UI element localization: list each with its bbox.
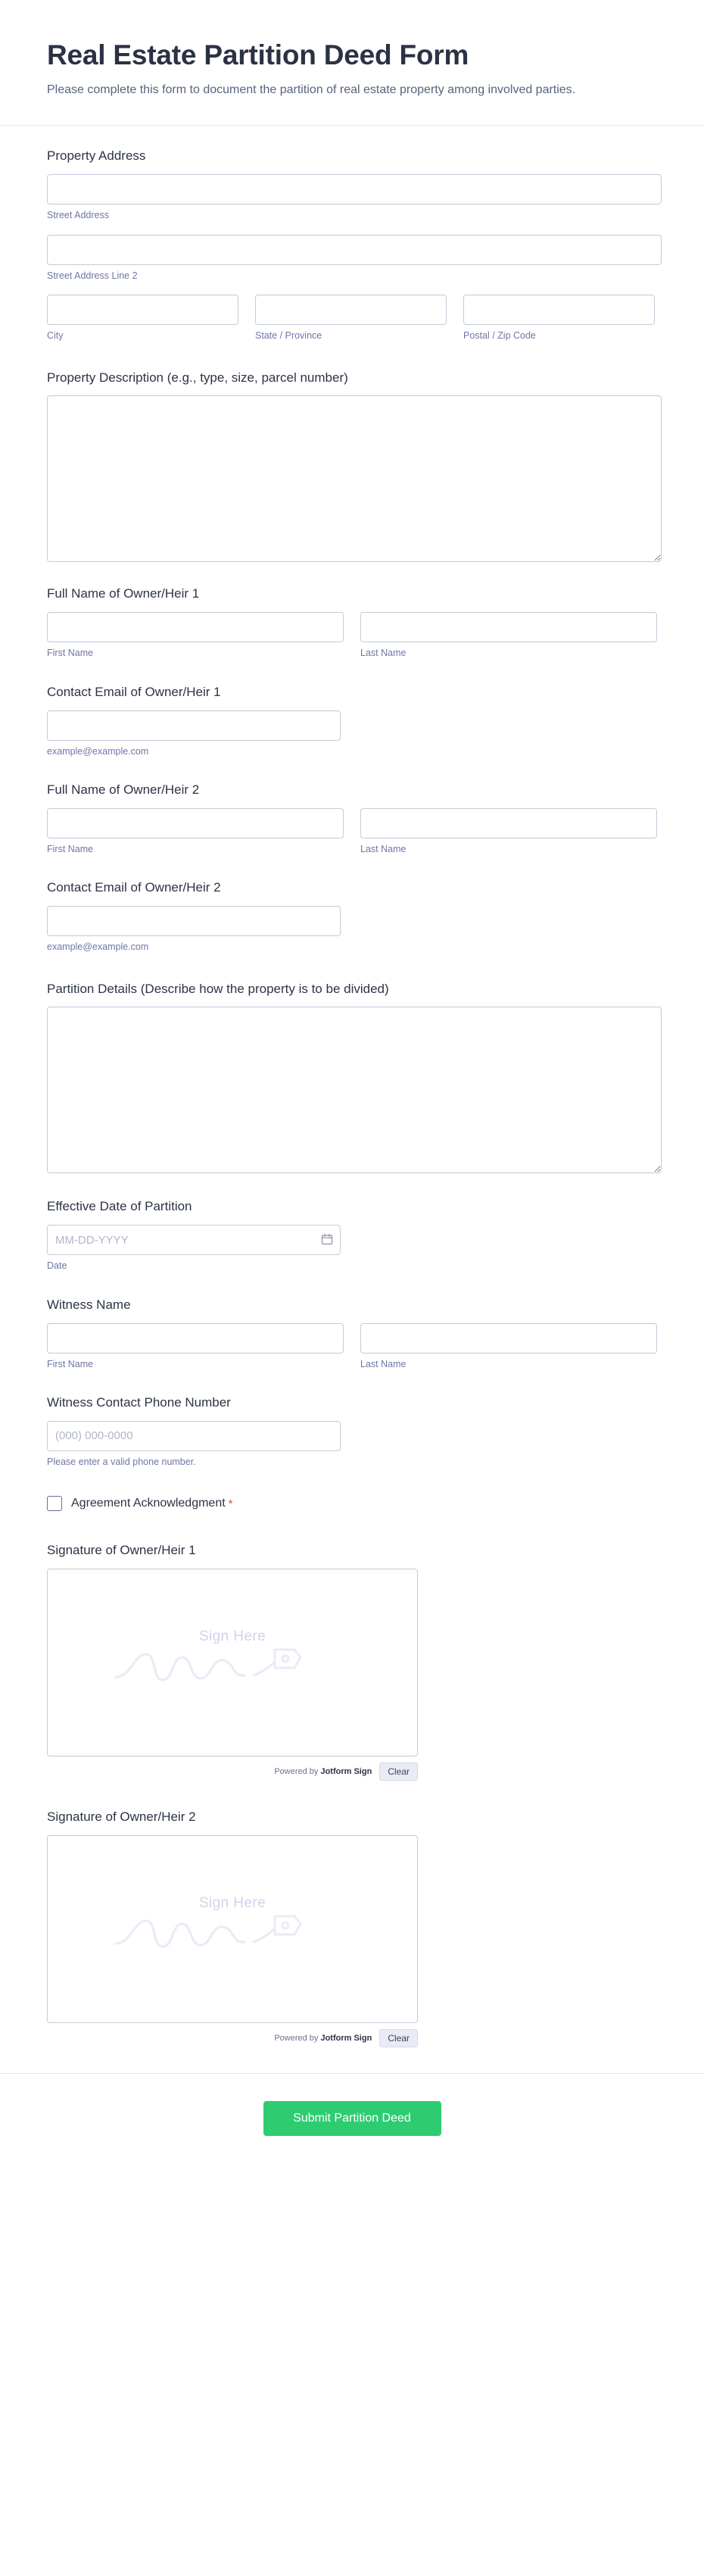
- state-province-input[interactable]: [255, 295, 447, 325]
- postal-zip-sublabel: Postal / Zip Code: [463, 330, 536, 342]
- signature-footer-owner1: [47, 1763, 418, 1781]
- owner1-email-sublabel: example@example.com: [47, 745, 149, 757]
- witness-last-name-input[interactable]: [360, 1323, 657, 1354]
- owner1-first-name-input[interactable]: [47, 612, 344, 642]
- field-property-address: [47, 147, 657, 342]
- street-address-2-group: [47, 235, 657, 283]
- field-signature-owner2: [47, 1808, 657, 2047]
- witness-first-name-input[interactable]: [47, 1323, 344, 1354]
- field-owner2-name: [47, 781, 657, 856]
- date-input-wrap: [47, 1225, 341, 1255]
- owner1-first-name-sublabel: First Name: [47, 648, 94, 659]
- owner1-last-group: [360, 612, 657, 660]
- clear-signature-button-2[interactable]: Clear: [379, 2029, 418, 2047]
- label-owner2-name: Full Name of Owner/Heir 2: [47, 782, 200, 798]
- effective-date-sublabel: Date: [47, 1260, 67, 1272]
- signature-pad-owner2[interactable]: [47, 1835, 418, 2023]
- owner1-first-group: [47, 612, 344, 660]
- street-address-group: [47, 174, 657, 223]
- witness-first-name-sublabel: First Name: [47, 1358, 94, 1369]
- owner2-name-row: [47, 808, 657, 857]
- field-partition-details: [47, 980, 657, 1174]
- owner1-name-row: [47, 612, 657, 660]
- state-province-sublabel: State / Province: [255, 330, 322, 342]
- powered-brand-1: Jotform Sign: [320, 1767, 372, 1777]
- city-state-zip-row: [47, 295, 657, 343]
- powered-by-label-2: [274, 2034, 372, 2043]
- zip-group: [463, 295, 655, 343]
- powered-by-label-1: [274, 1767, 372, 1776]
- label-owner2-email: Contact Email of Owner/Heir 2: [47, 880, 221, 895]
- label-property-description: Property Description (e.g., type, size, parcel number): [47, 370, 348, 385]
- signature-hint-owner2: Sign Here: [198, 1894, 266, 1911]
- label-owner1-name: Full Name of Owner/Heir 1: [47, 586, 200, 601]
- street-address-sublabel: Street Address: [47, 210, 109, 221]
- label-witness-name: Witness Name: [47, 1297, 131, 1312]
- owner2-last-group: [360, 808, 657, 857]
- street-address-2-input[interactable]: [47, 235, 662, 265]
- label-signature-owner2: Signature of Owner/Heir 2: [47, 1809, 196, 1825]
- partition-details-textarea[interactable]: [47, 1007, 662, 1173]
- witness-last-name-sublabel: Last Name: [360, 1358, 407, 1369]
- witness-phone-input[interactable]: [47, 1421, 341, 1451]
- owner1-last-name-input[interactable]: [360, 612, 657, 642]
- owner2-last-name-sublabel: Last Name: [360, 843, 407, 854]
- street-address-2-sublabel: Street Address Line 2: [47, 270, 138, 281]
- page-subtitle: Please complete this form to document the partition of real estate property among involved parties.: [47, 83, 576, 96]
- powered-prefix-1: Powered by: [274, 1767, 321, 1777]
- field-signature-owner1: [47, 1541, 657, 1781]
- label-owner1-email: [47, 683, 657, 701]
- owner2-first-name-input[interactable]: [47, 808, 344, 838]
- postal-zip-input[interactable]: [463, 295, 655, 325]
- property-description-textarea[interactable]: [47, 395, 662, 562]
- city-input[interactable]: [47, 295, 238, 325]
- signature-hint-owner1: Sign Here: [198, 1628, 266, 1645]
- signature-placeholder-icon-1: [113, 1642, 317, 1699]
- page-title: Real Estate Partition Deed Form: [47, 39, 469, 70]
- field-effective-date: [47, 1197, 657, 1272]
- street-address-input[interactable]: [47, 174, 662, 205]
- label-property-address: Property Address: [47, 148, 146, 164]
- clear-signature-button-1[interactable]: Clear: [379, 1763, 418, 1781]
- owner1-email-input[interactable]: [47, 710, 341, 741]
- city-group: [47, 295, 238, 343]
- signature-footer-owner2: [47, 2029, 418, 2047]
- city-sublabel: City: [47, 330, 64, 342]
- label-signature-owner1: Signature of Owner/Heir 1: [47, 1543, 196, 1558]
- effective-date-input[interactable]: [47, 1225, 341, 1255]
- state-group: [255, 295, 447, 343]
- agreement-checkbox[interactable]: [47, 1496, 62, 1511]
- label-effective-date: Effective Date of Partition: [47, 1199, 192, 1214]
- form-footer: [0, 2073, 704, 2169]
- witness-first-group: [47, 1323, 344, 1372]
- signature-pad-owner1[interactable]: [47, 1569, 418, 1756]
- owner2-first-group: [47, 808, 344, 857]
- agreement-required-marker: *: [228, 1497, 233, 1510]
- label-witness-phone: Witness Contact Phone Number: [47, 1395, 231, 1410]
- form-header: [0, 0, 704, 126]
- field-owner1-name: [47, 585, 657, 660]
- label-owner1-email-text: Contact Email of Owner/Heir 1: [47, 684, 221, 699]
- owner2-email-sublabel: example@example.com: [47, 941, 149, 953]
- powered-prefix-2: Powered by: [274, 2033, 321, 2043]
- field-property-description: [47, 369, 657, 563]
- owner2-last-name-input[interactable]: [360, 808, 657, 838]
- field-owner1-email: [47, 683, 657, 758]
- owner2-first-name-sublabel: First Name: [47, 843, 94, 854]
- field-owner2-email: [47, 879, 657, 954]
- witness-phone-sublabel: Please enter a valid phone number.: [47, 1456, 196, 1467]
- signature-placeholder-icon-2: [113, 1909, 317, 1966]
- witness-name-row: [47, 1323, 657, 1372]
- label-partition-details: Partition Details (Describe how the property is to be divided): [47, 981, 389, 996]
- agreement-label: Agreement Acknowledgment: [71, 1497, 226, 1510]
- field-witness-phone: [47, 1394, 657, 1469]
- powered-brand-2: Jotform Sign: [320, 2033, 372, 2043]
- owner1-last-name-sublabel: Last Name: [360, 648, 407, 659]
- submit-button[interactable]: Submit Partition Deed: [263, 2101, 441, 2136]
- witness-last-group: [360, 1323, 657, 1372]
- field-agreement-acknowledgment[interactable]: [47, 1496, 657, 1511]
- field-witness-name: [47, 1296, 657, 1371]
- owner2-email-input[interactable]: [47, 906, 341, 936]
- form-body: [0, 126, 704, 2047]
